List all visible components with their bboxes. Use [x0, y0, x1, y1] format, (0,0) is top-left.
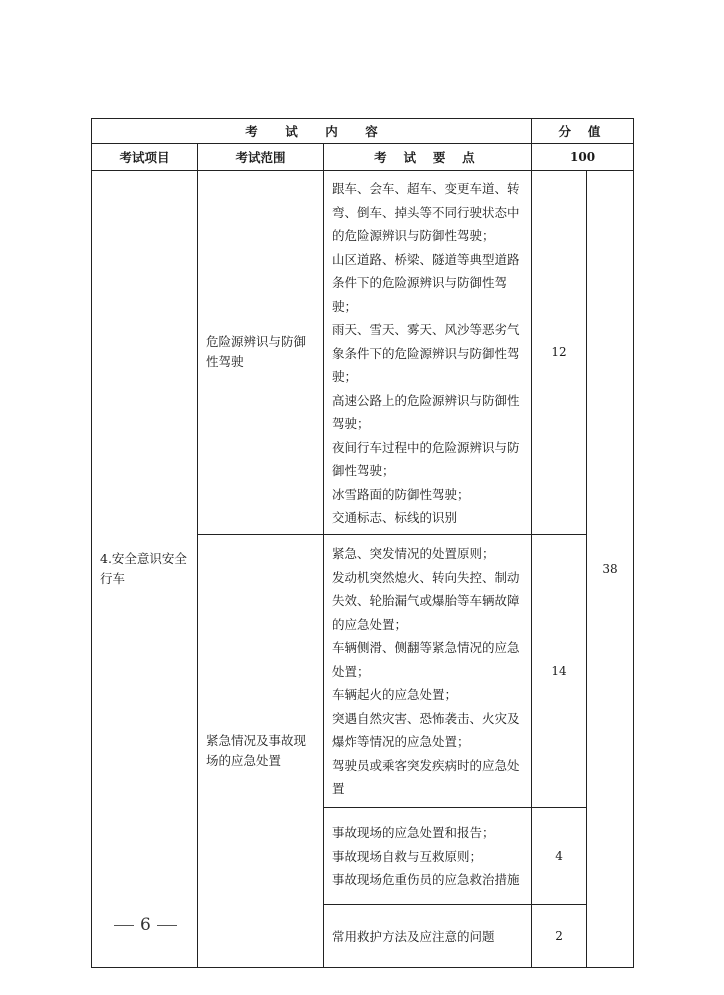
group-score: 14	[551, 663, 567, 678]
point-line: 雨天、雪天、雾天、风沙等恶劣气象条件下的危险源辨识与防御性驾驶；	[332, 322, 520, 384]
col-header-item-label: 考试项目	[119, 150, 170, 165]
group-score-cell	[532, 171, 587, 535]
points-cell	[324, 807, 532, 904]
scope-cell	[198, 171, 324, 535]
scope-name: 紧急情况及事故现场的应急处置	[206, 732, 307, 768]
points-cell	[324, 171, 532, 535]
group-score-cell	[532, 807, 587, 904]
col-header-scope	[198, 144, 324, 171]
point-line: 交通标志、标线的识别	[332, 510, 458, 525]
point-line: 冰雪路面的防御性驾驶；	[332, 486, 470, 502]
point-line: 夜间行车过程中的危险源辨识与防御性驾驶；	[332, 439, 520, 478]
content-title-cell	[92, 119, 532, 144]
point-line: 山区道路、桥梁、隧道等典型道路条件下的危险源辨识与防御性驾驶；	[332, 251, 520, 314]
col-header-points	[324, 144, 532, 171]
points-cell	[324, 534, 532, 807]
page-number	[108, 915, 183, 935]
points-cell	[324, 904, 532, 967]
point-line: 车辆起火的应急处置；	[332, 687, 458, 703]
group-score-cell	[532, 904, 587, 967]
score-title: 分 值	[558, 124, 607, 139]
page-number-dash-right	[157, 925, 177, 926]
exam-item-cell	[92, 171, 198, 968]
scope-cell	[198, 534, 324, 967]
page-number-dash-left	[114, 925, 134, 926]
scope-name: 危险源辨识与防御性驾驶	[206, 334, 307, 370]
point-line: 事故现场自救与互救原则；	[332, 848, 483, 864]
table-header-row-1	[92, 119, 634, 144]
point-line: 事故现场的应急处置和报告；	[332, 825, 495, 841]
point-line: 驾驶员或乘客突发疾病时的应急处置	[332, 757, 520, 797]
page-number-value: 6	[140, 915, 151, 935]
point-line: 发动机突然熄火、转向失控、制动失效、轮胎漏气或爆胎等车辆故障的应急处置；	[332, 569, 520, 632]
point-line: 高速公路上的危险源辨识与防御性驾驶；	[332, 392, 520, 431]
group-score: 12	[551, 345, 567, 360]
total-score: 100	[570, 150, 596, 164]
point-line: 事故现场危重伤员的应急救治措施	[332, 872, 520, 888]
point-line: 常用救护方法及应注意的问题	[332, 928, 495, 944]
exam-item-name: 4.安全意识安全行车	[100, 550, 187, 586]
point-line: 车辆侧滑、侧翻等紧急情况的应急处置；	[332, 640, 520, 679]
exam-content-table	[91, 118, 634, 968]
col-header-item	[92, 144, 198, 171]
table-header-row-2	[92, 144, 634, 171]
score-title-cell	[532, 119, 634, 144]
table-row	[92, 171, 634, 535]
col-header-scope-label: 考试范围	[235, 150, 286, 165]
group-score-cell	[532, 534, 587, 807]
content-title: 考试内容	[245, 124, 406, 139]
col-header-points-label: 考 试 要 点	[374, 150, 481, 165]
point-line: 突遇自然灾害、恐怖袭击、火灾及爆炸等情况的应急处置；	[332, 710, 520, 750]
total-score-cell	[532, 144, 634, 171]
item-score: 38	[602, 561, 618, 576]
point-line: 紧急、突发情况的处置原则；	[332, 546, 495, 562]
item-score-cell	[587, 171, 634, 968]
group-score: 4	[555, 848, 563, 863]
group-score: 2	[555, 928, 563, 943]
point-line: 跟车、会车、超车、变更车道、转弯、倒车、掉头等不同行驶状态中的危险源辨识与防御性驾驶；	[332, 181, 520, 243]
